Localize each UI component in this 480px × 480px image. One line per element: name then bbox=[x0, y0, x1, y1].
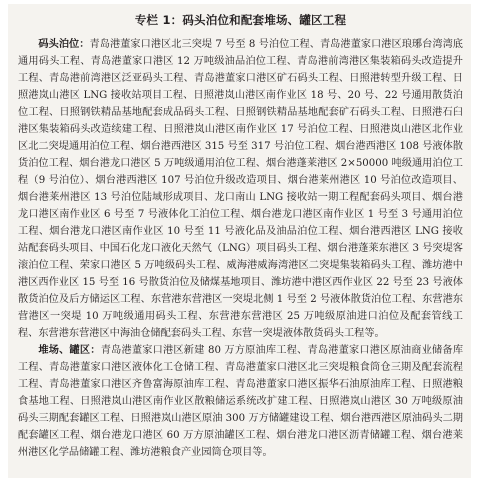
yards-paragraph bbox=[18, 342, 463, 461]
box-title: 专栏 1：码头泊位和配套堆场、罐区工程 bbox=[134, 13, 347, 27]
berths-paragraph bbox=[18, 36, 463, 342]
yards-text: 青岛港董家口港区新建 80 万方原油库工程、青岛港董家口港区原油商业储备库工程、青岛港董家口港区液体化工仓储工程、青岛港董家口港区北三突堤粮食筒仓三期及配套流程工程、青岛港董家口港区齐鲁富海原油库工程、青岛港董家口港区振华石油原油库工程、日照港粮食基地工程、日照港岚山港区南作业区散粮储运系统改扩建工程、日照港岚山港区 30 万吨级原油码头三期配套罐区工程、日照港岚山港区原油 300 万方储罐建设工程、烟台港西港区原油码头二期配套罐区工程、烟台港龙口港区 60 万方原油罐区工程、烟台港龙口港区沥青储罐工程、烟台港莱州港区化学品储罐工程、潍坊港粮食产业园筒仓项目等。 bbox=[18, 345, 464, 458]
berths-label: 码头泊位： bbox=[38, 38, 90, 50]
column-box bbox=[8, 4, 471, 478]
yards-label: 堆场、罐区： bbox=[38, 344, 101, 356]
berths-text: 青岛港董家口港区北三突堤 7 号至 8 号泊位工程、青岛港董家口港区琅琊台湾湾底通用码头工程、青岛港董家口港区 12 万吨级油品泊位工程、青岛港前湾港区集装箱码头改造提升工程、青岛港前湾港区泛亚码头工程、青岛港董家口港区矿石码头工程、日照港转型升级工程、日照港岚山港区 LNG 接收站项目工程、日照港岚山港区南作业区 18 号、20 号、22 号通用散货泊位工程、日照钢铁精品基地配套成品码头工程、日照钢铁精品基地配套矿石码头工程、日照港石臼港区集装箱码头改造续建工程、日照港岚山港区南作业区 17 号泊位工程、日照港岚山港区北作业区北二突堤通用泊位工程、烟台港西港区 315 号至 317 号泊位工程、烟台港西港区 108 号液体散货泊位工程、烟台港龙口港区 5 万吨级通用泊位工程、烟台港蓬莱港区 2×50000 吨级通用泊位工程（9 号泊位）、烟台港西港区 107 号泊位升级改造项目、烟台港莱州港区 10 号泊位改造项目、烟台港莱州港区 13 号泊位陆域形成项目、龙口南山 LNG 接收站一期工程配套码头项目、烟台港龙口港区南作业区 6 号至 7 号液体化工泊位工程、烟台港龙口港区南作业区 1 号至 3 号通用泊位工程、烟台港龙口港区南作业区 10 号至 11 号液化品及油品泊位工程、烟台港西港区 LNG 接收站配套码头项目、中国石化龙口液化天然气（LNG）项目码头工程、烟台港蓬莱东港区 3 号突堤客滚泊位工程、荣家口港区 5 万吨级码头工程、威海港威海湾港区二突堤集装箱码头工程、潍坊港中港区西作业区 15 号至 16 号散货泊位及储煤基地项目、潍坊港中港区西作业区 22 号至 23 号液体散货泊位及后方储运区工程、东营港东营港区一突堤北侧 1 号至 2 号液体散货泊位工程、东营港东营港区一突堤 10 万吨级通用码头工程、东营港东营港区 25 万吨级原油进口泊位及配套管线工程、东营港东营港区中海油仓储配套码头工程、东营一突堤液体散货码头工程等。 bbox=[18, 39, 463, 339]
